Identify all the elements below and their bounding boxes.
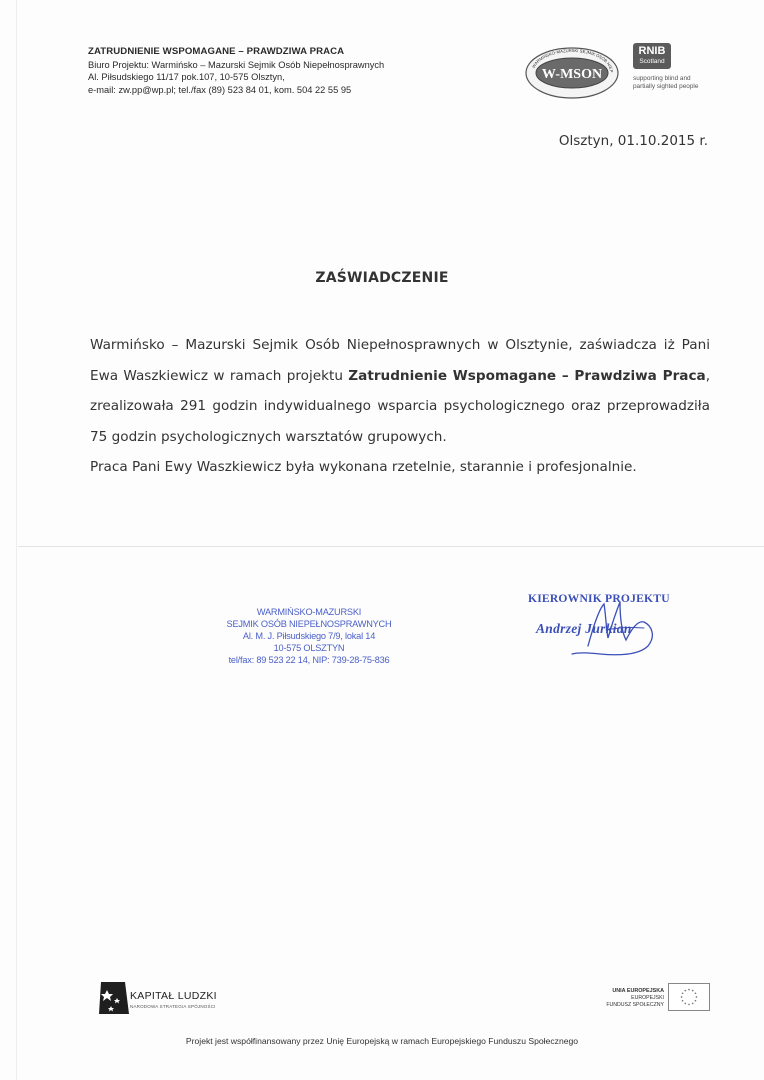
eu-star: [695, 1000, 697, 1002]
eu-star: [692, 990, 694, 992]
paper-fold-line: [18, 546, 764, 547]
stamp-line-2: SEJMIK OSÓB NIEPEŁNOSPRAWNYCH: [226, 619, 392, 629]
eu-star: [682, 1000, 684, 1002]
body-p1-text: Warmińsko – Mazurski Sejmik Osób Niepełnosprawnych w Olsztynie, zaświadcza iż Pani Ewa Waszkiewicz w ramach projektu: [90, 337, 710, 384]
letterhead-org-name: ZATRUDNIENIE WSPOMAGANE – PRAWDZIWA PRACA: [88, 46, 345, 57]
rnib-tagline: [633, 75, 713, 90]
stamp-line-3: Al. M. J. Piłsudskiego 7/9, lokal 14: [242, 631, 376, 641]
eu-star: [696, 996, 698, 998]
stamp-line-5: tel/fax: 89 523 22 14, NIP: 739-28-75-836: [228, 655, 390, 665]
wmson-logo: [520, 42, 624, 102]
eu-line-2: EUROPEJSKI: [631, 995, 664, 1002]
handwritten-signature: [560, 594, 670, 664]
kapital-ludzki-name: KAPITAŁ LUDZKI: [130, 990, 217, 1002]
rnib-badge: [633, 43, 671, 69]
eu-star: [684, 1003, 686, 1005]
rnib-tagline-2: partially sighted people: [633, 82, 699, 90]
letterhead-contact: e-mail: zw.pp@wp.pl; tel./fax (89) 523 84 01, kom. 504 22 55 95: [88, 84, 352, 95]
rnib-region: Scotland: [639, 58, 665, 65]
eu-star: [681, 996, 683, 998]
kapital-ludzki-logo: [130, 990, 217, 1009]
stamp-line-1: WARMIŃSKO-MAZURSKI: [256, 607, 362, 617]
letterhead-office: Biuro Projektu: Warmińsko – Mazurski Sejmik Osób Niepełnosprawnych: [88, 59, 385, 70]
document-date: Olsztyn, 01.10.2015 r.: [558, 133, 708, 149]
eu-flag-icon: [668, 983, 710, 1011]
page-edge-line: [16, 0, 17, 1080]
wmson-ring-text: WARMIŃSKO-MAZURSKI SEJMIK OSÓB NIEP: [530, 47, 615, 73]
eu-line-1: UNIA EUROPEJSKA: [612, 988, 664, 994]
rnib-name: RNIB: [638, 45, 666, 57]
eu-star: [684, 990, 686, 992]
kapital-ludzki-subtitle: NARODOWA STRATEGIA SPÓJNOŚCI: [130, 1004, 216, 1009]
letterhead: [88, 46, 488, 96]
eu-star: [692, 1003, 694, 1005]
rnib-logo: [633, 43, 713, 95]
eu-logo-text: [560, 988, 664, 1010]
footer-cofinancing-note: Projekt jest współfinansowany przez Unię Europejską w ramach Europejskiego Funduszu Społecznego: [185, 1036, 579, 1046]
document-body: [90, 330, 710, 483]
manager-title-stamp: KIEROWNIK PROJEKTU: [528, 592, 670, 605]
body-p1-text-end: , zrealizowała 291 godzin indywidualnego wsparcia psychologicznego oraz przeprowadziła 75 godzin psychologicznych warsztatów grupowych.: [90, 367, 711, 445]
organization-stamp: [214, 606, 404, 666]
rnib-tagline-1: supporting blind and: [633, 75, 691, 82]
eu-star: [695, 992, 697, 994]
kapital-ludzki-logo-icon: [95, 978, 135, 1018]
eu-star: [688, 989, 690, 991]
wmson-logo-text: W-MSON: [541, 67, 603, 82]
eu-star: [688, 1004, 690, 1006]
manager-name-stamp: Andrzej Jurkian: [536, 621, 632, 636]
letterhead-address: Al. Piłsudskiego 11/17 pok.107, 10-575 Olsztyn,: [88, 72, 285, 82]
body-p1-project-name: Zatrudnienie Wspomagane – Prawdziwa Praca: [348, 367, 706, 384]
stamp-line-4: 10-575 OLSZTYN: [273, 643, 345, 653]
document-title: ZAŚWIADCZENIE: [315, 270, 449, 286]
eu-star: [682, 992, 684, 994]
body-paragraph-1: [90, 330, 710, 452]
body-paragraph-2: Praca Pani Ewy Waszkiewicz była wykonana rzetelnie, starannie i profesjonalnie.: [90, 459, 637, 475]
eu-line-3: FUNDUSZ SPOŁECZNY: [606, 1002, 664, 1009]
